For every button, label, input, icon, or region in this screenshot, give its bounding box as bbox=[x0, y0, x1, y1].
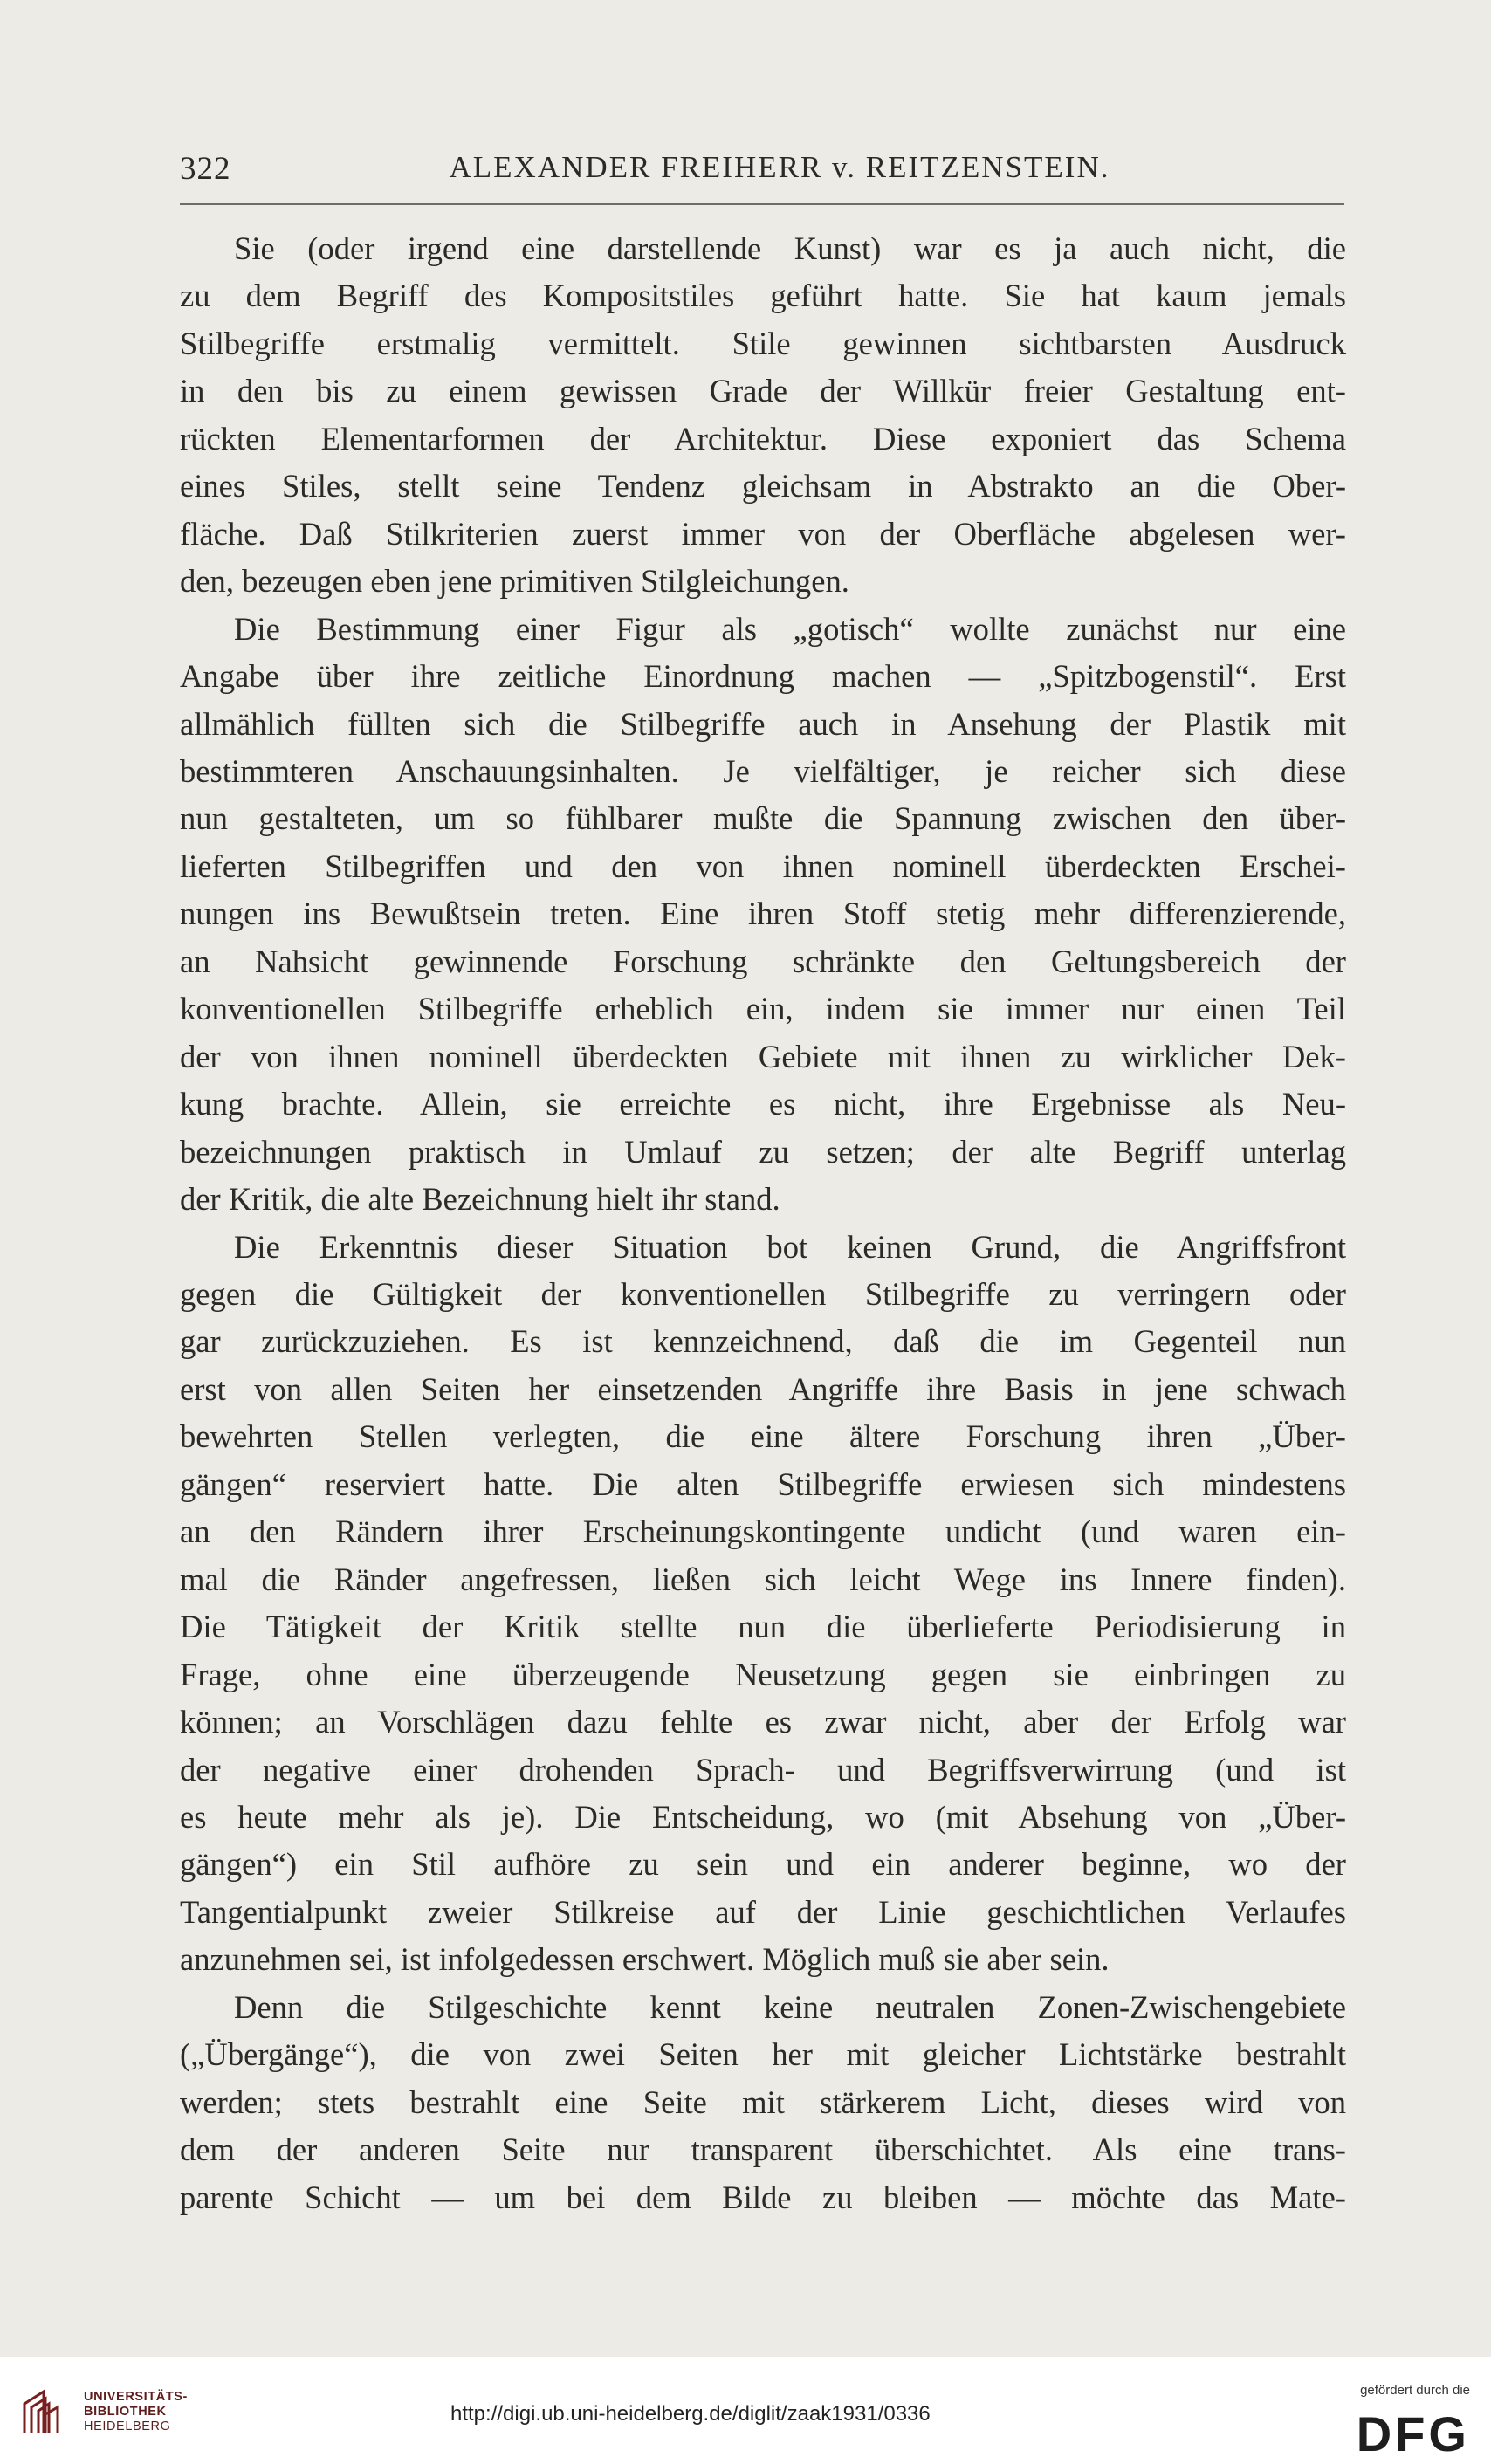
text-line: Angabe über ihre zeitliche Einordnung machen — „Spitzbogenstil“. Erst bbox=[180, 658, 1346, 695]
library-logo-text bbox=[84, 2390, 188, 2434]
text-line: Die Erkenntnis dieser Situation bot keinen Grund, die Angriffsfront bbox=[234, 1228, 1346, 1265]
logo-line-2: BIBLIOTHEK bbox=[84, 2405, 167, 2419]
text-line: gegen die Gültigkeit der konventionellen Stilbegriffe zu verringern oder bbox=[180, 1275, 1346, 1312]
logo-line-3: HEIDELBERG bbox=[84, 2419, 171, 2433]
paragraph bbox=[180, 1224, 1346, 1984]
dfg-caption: gefördert durch die bbox=[1360, 2383, 1470, 2398]
text-line: allmählich füllten sich die Stilbegriffe auch in Ansehung der Plastik mit bbox=[180, 705, 1346, 742]
text-line: können; an Vorschlägen dazu fehlte es zwar nicht, aber der Erfolg war bbox=[180, 1704, 1346, 1740]
text-line: Die Bestimmung einer Figur als „gotisch“ wollte zunächst nur eine bbox=[234, 610, 1346, 647]
text-line: („Übergänge“), die von zwei Seiten her mit gleicher Lichtstärke bestrahlt bbox=[180, 2036, 1346, 2073]
text-line: gar zurückzuziehen. Es ist kennzeichnend, daß die im Gegenteil nun bbox=[180, 1323, 1346, 1360]
text-line: bezeichnungen praktisch in Umlauf zu setzen; der alte Begriff unterlag bbox=[180, 1133, 1346, 1170]
text-line: der negative einer drohenden Sprach- und Begriffsverwirrung (und ist bbox=[180, 1751, 1346, 1788]
text-line: der Kritik, die alte Bezeichnung hielt ihr stand. bbox=[180, 1181, 780, 1218]
text-line: bestimmteren Anschauungsinhalten. Je vielfältiger, je reicher sich diese bbox=[180, 752, 1346, 789]
text-line: in den bis zu einem gewissen Grade der Willkür freier Gestaltung ent- bbox=[180, 373, 1346, 409]
text-line: erst von allen Seiten her einsetzenden Angriffe ihre Basis in jene schwach bbox=[180, 1370, 1346, 1407]
text-line: dem der anderen Seite nur transparent überschichtet. Als eine trans- bbox=[180, 2131, 1346, 2168]
footer-bar bbox=[0, 2357, 1491, 2464]
logo-line-1: UNIVERSITÄTS- bbox=[84, 2390, 188, 2404]
source-url-link[interactable]: http://digi.ub.uni-heidelberg.de/diglit/zaak1931/0336 bbox=[450, 2402, 931, 2426]
dfg-logo: DFG bbox=[1356, 2406, 1470, 2461]
text-line: gängen“) ein Stil aufhöre zu sein und ein anderer beginne, wo der bbox=[180, 1846, 1346, 1883]
text-line: bewehrten Stellen verlegten, die eine ältere Forschung ihren „Über- bbox=[180, 1418, 1346, 1455]
text-line: fläche. Daß Stilkriterien zuerst immer von der Oberfläche abgelesen wer- bbox=[180, 515, 1346, 552]
body-text bbox=[180, 225, 1346, 2221]
text-line: mal die Ränder angefressen, ließen sich leicht Wege ins Innere finden). bbox=[180, 1561, 1346, 1597]
text-line: zu dem Begriff des Kompositstiles geführt hatte. Sie hat kaum jemals bbox=[180, 278, 1346, 314]
text-line: Frage, ohne eine überzeugende Neusetzung gegen sie einbringen zu bbox=[180, 1656, 1346, 1692]
text-line: gängen“ reserviert hatte. Die alten Stilbegriffe erwiesen sich mindestens bbox=[180, 1465, 1346, 1502]
paragraph bbox=[180, 1984, 1346, 2221]
text-line: Die Tätigkeit der Kritik stellte nun die überlieferte Periodisierung in bbox=[180, 1609, 1346, 1645]
text-line: Stilbegriffe erstmalig vermittelt. Stile gewinnen sichtbarsten Ausdruck bbox=[180, 325, 1346, 361]
text-line: lieferten Stilbegriffen und den von ihnen nominell überdeckten Erschei- bbox=[180, 848, 1346, 884]
text-line: eines Stiles, stellt seine Tendenz gleichsam in Abstrakto an die Ober- bbox=[180, 468, 1346, 504]
running-head: ALEXANDER FREIHERR v. REITZENSTEIN. bbox=[449, 150, 1110, 184]
text-line: werden; stets bestrahlt eine Seite mit stärkerem Licht, dieses wird von bbox=[180, 2083, 1346, 2120]
library-logo-icon bbox=[19, 2388, 68, 2437]
header-rule bbox=[180, 203, 1344, 205]
paragraph bbox=[180, 606, 1346, 1224]
page-number: 322 bbox=[180, 151, 231, 187]
text-line: Tangentialpunkt zweier Stilkreise auf der Linie geschichtlichen Verlaufes bbox=[180, 1893, 1346, 1930]
text-line: kung brachte. Allein, sie erreichte es nicht, ihre Ergebnisse als Neu- bbox=[180, 1086, 1346, 1122]
text-line: es heute mehr als je). Die Entscheidung, wo (mit Absehung von „Über- bbox=[180, 1798, 1346, 1835]
text-line: nungen ins Bewußtsein treten. Eine ihren Stoff stetig mehr differenzierende, bbox=[180, 896, 1346, 932]
text-line: Denn die Stilgeschichte kennt keine neutralen Zonen-Zwischengebiete bbox=[234, 1988, 1346, 2025]
text-line: Sie (oder irgend eine darstellende Kunst) war es ja auch nicht, die bbox=[234, 230, 1346, 266]
page-header bbox=[180, 150, 1344, 199]
text-line: nun gestalteten, um so fühlbarer mußte die Spannung zwischen den über- bbox=[180, 800, 1346, 837]
text-line: konventionellen Stilbegriffe erheblich ein, indem sie immer nur einen Teil bbox=[180, 991, 1346, 1027]
text-line: an Nahsicht gewinnende Forschung schränkte den Geltungsbereich der bbox=[180, 943, 1346, 979]
text-line: anzunehmen sei, ist infolgedessen erschwert. Möglich muß sie aber sein. bbox=[180, 1941, 1110, 1978]
text-line: parente Schicht — um bei dem Bilde zu bleiben — möchte das Mate- bbox=[180, 2179, 1346, 2215]
text-line: den, bezeugen eben jene primitiven Stilgleichungen. bbox=[180, 563, 849, 600]
text-line: der von ihnen nominell überdeckten Gebiete mit ihnen zu wirklicher Dek- bbox=[180, 1038, 1346, 1074]
paragraph bbox=[180, 225, 1346, 606]
text-line: rückten Elementarformen der Architektur. Diese exponiert das Schema bbox=[180, 420, 1346, 456]
text-line: an den Rändern ihrer Erscheinungskontingente undicht (und waren ein- bbox=[180, 1513, 1346, 1550]
